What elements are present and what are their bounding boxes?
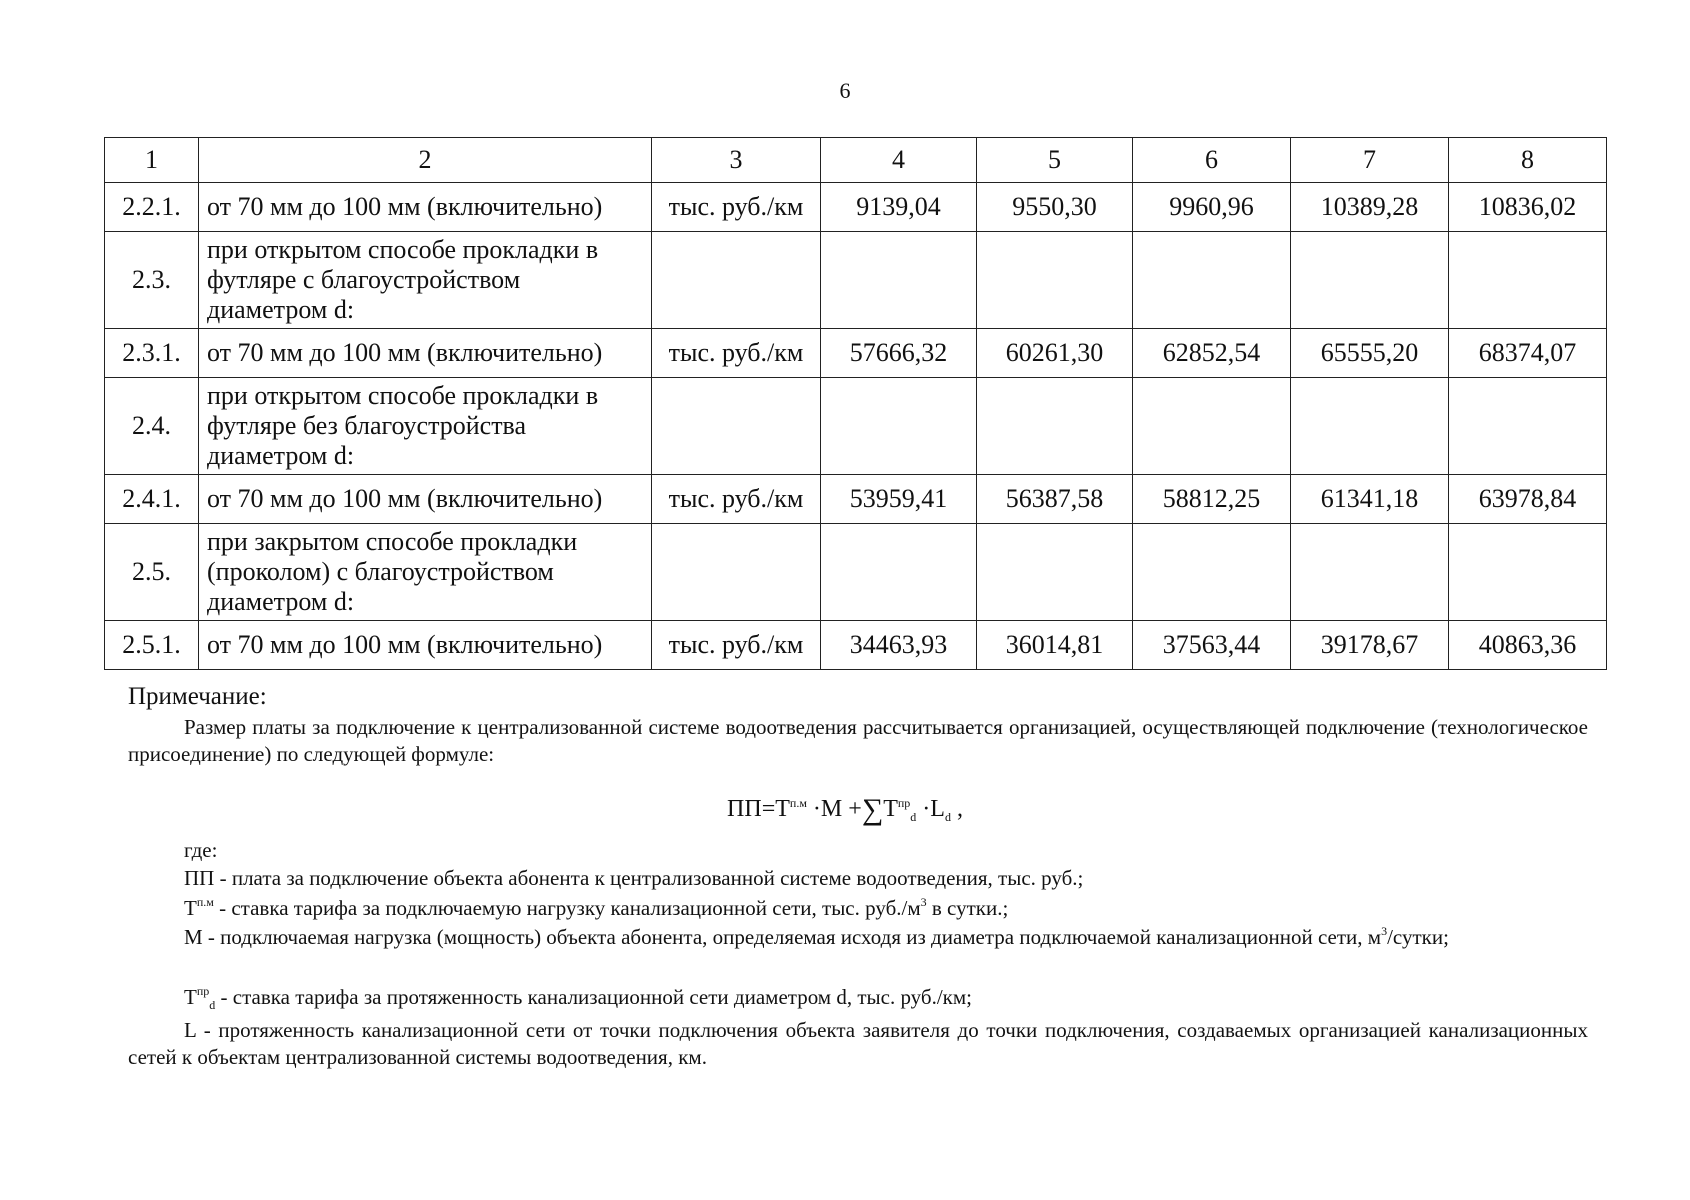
header-cell: 1 bbox=[105, 138, 199, 183]
note-definition-t bbox=[128, 895, 1588, 922]
def-td-sup: пр bbox=[196, 984, 210, 998]
row-unit: тыс. руб./км bbox=[652, 183, 821, 232]
formula-sum-icon: ∑ bbox=[861, 793, 884, 826]
empty-cell bbox=[821, 524, 977, 621]
table-header-row bbox=[105, 138, 1607, 183]
note-definition-pp: ПП - плата за подключение объекта абонента к централизованной системе водоотведения, тыс. руб.; bbox=[184, 866, 1084, 890]
def-t-text: - ставка тарифа за подключаемую нагрузку канализационной сети, тыс. руб./м bbox=[213, 896, 921, 920]
def-t-tail: в сутки.; bbox=[926, 896, 1009, 920]
formula-tariff-length: Т bbox=[883, 796, 898, 822]
row-number: 2.3. bbox=[105, 232, 199, 329]
row-value: 62852,54 bbox=[1133, 329, 1291, 378]
def-t-sup: п.м bbox=[196, 895, 214, 909]
empty-cell bbox=[1133, 232, 1291, 329]
row-value: 37563,44 bbox=[1133, 621, 1291, 670]
def-td-sub: d bbox=[209, 998, 216, 1012]
header-cell: 4 bbox=[821, 138, 977, 183]
empty-cell bbox=[1449, 232, 1607, 329]
empty-cell bbox=[977, 378, 1133, 475]
table-section-row bbox=[105, 524, 1607, 621]
row-description: от 70 мм до 100 мм (включительно) bbox=[199, 329, 652, 378]
formula-tariff-load-sup: п.м bbox=[789, 796, 807, 810]
empty-cell bbox=[1449, 378, 1607, 475]
table-row bbox=[105, 183, 1607, 232]
row-value: 36014,81 bbox=[977, 621, 1133, 670]
header-cell: 3 bbox=[652, 138, 821, 183]
note-where: где: bbox=[184, 838, 218, 862]
tariff-table bbox=[104, 137, 1607, 670]
row-number: 2.2.1. bbox=[105, 183, 199, 232]
table-section-row bbox=[105, 232, 1607, 329]
formula-load: М bbox=[820, 796, 843, 822]
row-value: 9550,30 bbox=[977, 183, 1133, 232]
formula-dot: · bbox=[922, 796, 931, 822]
def-m-tail: /сутки; bbox=[1387, 925, 1449, 949]
row-description: при открытом способе прокладки в футляре с благоустройством диаметром d: bbox=[199, 232, 652, 329]
row-value: 53959,41 bbox=[821, 475, 977, 524]
def-m-cube: 3 bbox=[1381, 924, 1388, 938]
header-cell: 7 bbox=[1291, 138, 1449, 183]
empty-cell bbox=[652, 378, 821, 475]
empty-cell bbox=[1291, 378, 1449, 475]
row-description: от 70 мм до 100 мм (включительно) bbox=[199, 475, 652, 524]
table-row bbox=[105, 621, 1607, 670]
row-value: 34463,93 bbox=[821, 621, 977, 670]
formula-equals: = bbox=[761, 796, 776, 822]
formula-plus: + bbox=[848, 796, 862, 822]
row-description: от 70 мм до 100 мм (включительно) bbox=[199, 621, 652, 670]
def-td-text: - ставка тарифа за протяженность канализационной сети диаметром d, тыс. руб./км; bbox=[215, 985, 972, 1009]
row-value: 63978,84 bbox=[1449, 475, 1607, 524]
row-number: 2.5. bbox=[105, 524, 199, 621]
note-definition-l: L - протяженность канализационной сети от точки подключения объекта заявителя до точки подключения, создаваемых организацией канализационных сетей к объектам централизованной системы водоотведения, км. bbox=[128, 1018, 1588, 1069]
row-value: 61341,18 bbox=[1291, 475, 1449, 524]
row-unit: тыс. руб./км bbox=[652, 475, 821, 524]
empty-cell bbox=[652, 232, 821, 329]
header-cell: 2 bbox=[199, 138, 652, 183]
row-description: при закрытом способе прокладки (проколом) с благоустройством диаметром d: bbox=[199, 524, 652, 621]
row-number: 2.5.1. bbox=[105, 621, 199, 670]
def-t-symbol: Т bbox=[184, 896, 197, 920]
empty-cell bbox=[977, 524, 1133, 621]
def-td-symbol: Т bbox=[184, 985, 197, 1009]
row-unit: тыс. руб./км bbox=[652, 621, 821, 670]
formula-tariff-length-sub: d bbox=[910, 810, 917, 824]
row-value: 68374,07 bbox=[1449, 329, 1607, 378]
empty-cell bbox=[1291, 524, 1449, 621]
formula-length: L bbox=[930, 796, 945, 822]
empty-cell bbox=[1449, 524, 1607, 621]
def-t-cube: 3 bbox=[920, 895, 927, 909]
empty-cell bbox=[821, 378, 977, 475]
row-number: 2.4.1. bbox=[105, 475, 199, 524]
row-value: 65555,20 bbox=[1291, 329, 1449, 378]
empty-cell bbox=[1291, 232, 1449, 329]
row-value: 60261,30 bbox=[977, 329, 1133, 378]
row-number: 2.4. bbox=[105, 378, 199, 475]
row-value: 58812,25 bbox=[1133, 475, 1291, 524]
def-m-text: М - подключаемая нагрузка (мощность) объекта абонента, определяемая исходя из диаметра подключаемой канализационной сети, м bbox=[184, 925, 1382, 949]
empty-cell bbox=[821, 232, 977, 329]
note-definition-td bbox=[128, 984, 1588, 1011]
empty-cell bbox=[652, 524, 821, 621]
table-row bbox=[105, 475, 1607, 524]
header-cell: 8 bbox=[1449, 138, 1607, 183]
formula bbox=[0, 793, 1690, 827]
note-title: Примечание: bbox=[128, 683, 267, 710]
note-definition-m bbox=[128, 924, 1588, 951]
row-description: от 70 мм до 100 мм (включительно) bbox=[199, 183, 652, 232]
note-intro: Размер платы за подключение к централизованной системе водоотведения рассчитывается организацией, осуществляющей подключение (технологическое присоединение) по следующей формуле: bbox=[128, 715, 1588, 766]
table-row bbox=[105, 329, 1607, 378]
table-section-row bbox=[105, 378, 1607, 475]
row-value: 56387,58 bbox=[977, 475, 1133, 524]
formula-lhs: ПП bbox=[727, 796, 762, 822]
row-value: 9960,96 bbox=[1133, 183, 1291, 232]
formula-dot: · bbox=[812, 796, 821, 822]
row-value: 57666,32 bbox=[821, 329, 977, 378]
formula-tariff-load: Т bbox=[775, 796, 790, 822]
empty-cell bbox=[977, 232, 1133, 329]
row-unit: тыс. руб./км bbox=[652, 329, 821, 378]
header-cell: 5 bbox=[977, 138, 1133, 183]
empty-cell bbox=[1133, 378, 1291, 475]
row-number: 2.3.1. bbox=[105, 329, 199, 378]
formula-length-sub: d bbox=[944, 810, 951, 824]
row-description: при открытом способе прокладки в футляре без благоустройства диаметром d: bbox=[199, 378, 652, 475]
page-number: 6 bbox=[839, 78, 851, 103]
row-value: 10836,02 bbox=[1449, 183, 1607, 232]
row-value: 10389,28 bbox=[1291, 183, 1449, 232]
formula-tariff-length-sup: пр bbox=[897, 796, 911, 810]
row-value: 40863,36 bbox=[1449, 621, 1607, 670]
empty-cell bbox=[1133, 524, 1291, 621]
row-value: 9139,04 bbox=[821, 183, 977, 232]
formula-tail: , bbox=[950, 796, 963, 822]
header-cell: 6 bbox=[1133, 138, 1291, 183]
row-value: 39178,67 bbox=[1291, 621, 1449, 670]
